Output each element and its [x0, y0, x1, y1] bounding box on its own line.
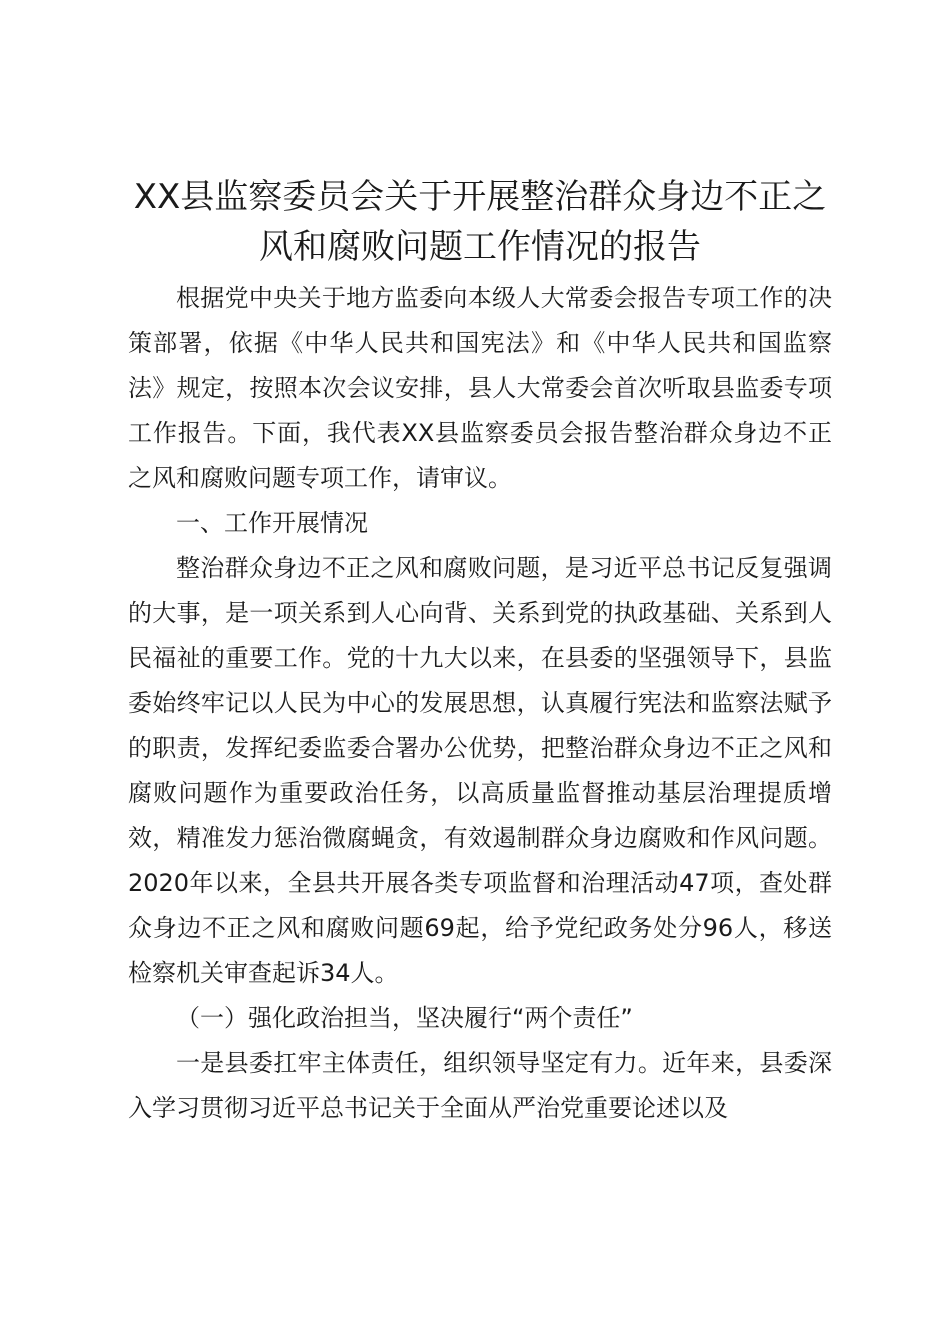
subsection-heading: （一）强化政治担当，坚决履行“两个责任”	[176, 1004, 633, 1032]
overview-paragraph: 整治群众身边不正之风和腐败问题，是习近平总书记反复强调的大事，是一项关系到人心向背、关系到党的执政基础、关系到人民福祉的重要工作。党的十九大以来，在县委的坚强领导下，县监委始终牢记以人民为中心的发展思想，认真履行宪法和监察法赋予的职责，发挥纪委监委合署办公优势，把整治群众身边不正之风和腐败问题作为重要政治任务，以高质量监督推动基层治理提质增效，精准发力惩治微腐蝇贪，有效遏制群众身边腐败和作风问题。2020年以来，全县共开展各类专项监督和治理活动47项，查处群众身边不正之风和腐败问题69起，给予党纪政务处分96人，移送检察机关审查起诉34人。	[128, 554, 832, 987]
intro-paragraph: 根据党中央关于地方监委向本级人大常委会报告专项工作的决策部署，依据《中华人民共和国宪法》和《中华人民共和国监察法》规定，按照本次会议安排，县人大常委会首次听取县监委专项工作报告。下面，我代表XX县监察委员会报告整治群众身边不正之风和腐败问题专项工作，请审议。	[128, 284, 832, 492]
section-heading: 一、工作开展情况	[176, 509, 368, 537]
document-body	[128, 276, 832, 1131]
point-one-paragraph: 一是县委扛牢主体责任，组织领导坚定有力。近年来，县委深入学习贯彻习近平总书记关于全面从严治党重要论述以及	[128, 1049, 832, 1122]
document-title: XX县监察委员会关于开展整治群众身边不正之风和腐败问题工作情况的报告	[133, 177, 827, 267]
